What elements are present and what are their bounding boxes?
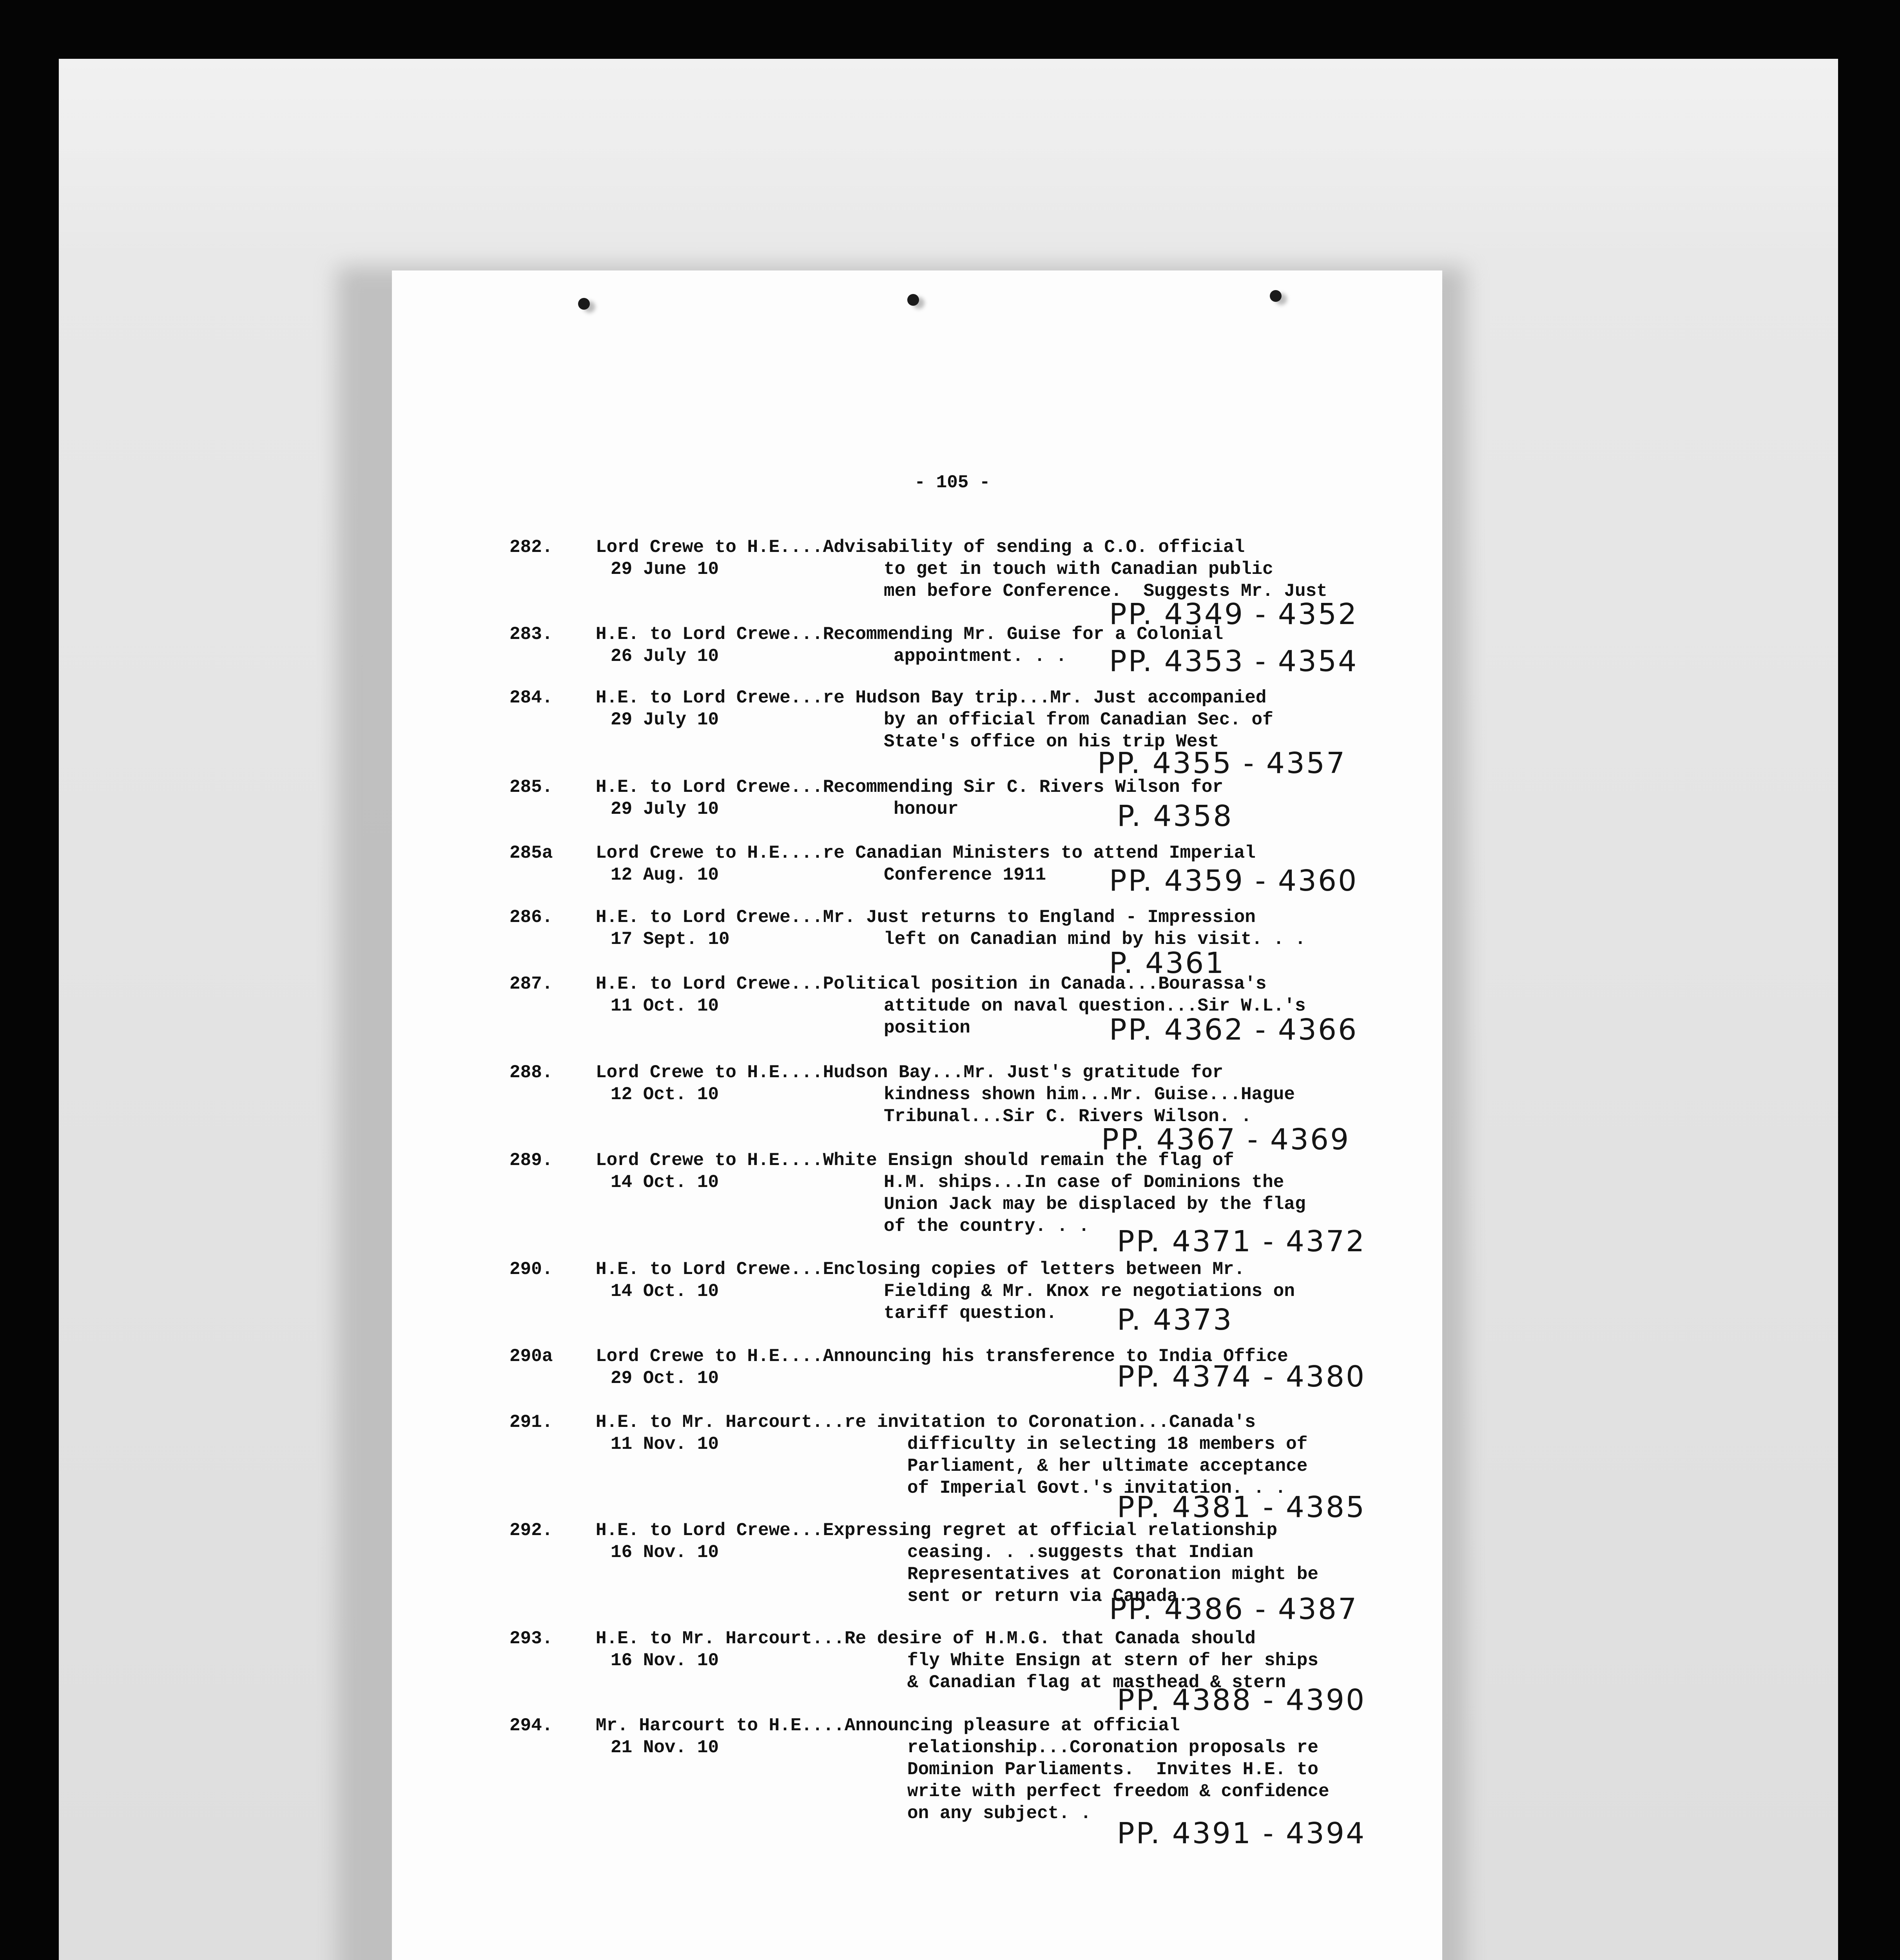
handwritten-page-reference: PP. 4391 - 4394 [1117, 1817, 1366, 1850]
entry-number: 290. [509, 1259, 553, 1279]
entry-description-line: ceasing. . .suggests that Indian [907, 1542, 1254, 1563]
entry-date: 26 July 10 [611, 646, 719, 666]
handwritten-page-reference: PP. 4388 - 4390 [1117, 1683, 1366, 1717]
entry-number: 286. [509, 907, 553, 927]
entry-date: 11 Oct. 10 [611, 996, 719, 1016]
entry-heading: Lord Crewe to H.E....White Ensign should remain the flag of [596, 1150, 1234, 1171]
entry-heading: H.E. to Lord Crewe...Recommending Sir C. Rivers Wilson for [596, 777, 1224, 797]
entry-description-line: State's office on his trip West [884, 731, 1219, 752]
punch-hole [578, 298, 590, 310]
entry-date: 29 June 10 [611, 559, 719, 579]
entry-number: 289. [509, 1150, 553, 1171]
entry-description-line: Parliament, & her ultimate acceptance [907, 1456, 1308, 1476]
entry-heading: Lord Crewe to H.E....re Canadian Ministers to attend Imperial [596, 843, 1256, 863]
entry-date: 29 July 10 [611, 799, 719, 819]
entry-date: 14 Oct. 10 [611, 1281, 719, 1301]
entry-number: 282. [509, 537, 553, 557]
handwritten-page-reference: PP. 4386 - 4387 [1109, 1592, 1358, 1626]
entry-description-line: Dominion Parliaments. Invites H.E. to [907, 1759, 1318, 1780]
entry-date: 12 Oct. 10 [611, 1084, 719, 1105]
entry-description-line: of Imperial Govt.'s invitation. . . [907, 1478, 1286, 1498]
entry-date: 29 Oct. 10 [611, 1368, 719, 1388]
entry-heading: H.E. to Lord Crewe...Enclosing copies of letters between Mr. [596, 1259, 1245, 1279]
entry-description-line: position [884, 1018, 970, 1038]
entry-description-line: & Canadian flag at masthead & stern [907, 1672, 1286, 1693]
entry-date: 17 Sept. 10 [611, 929, 730, 949]
entry-heading: H.E. to Lord Crewe...Mr. Just returns to England - Impression [596, 907, 1256, 927]
entry-number: 292. [509, 1520, 553, 1541]
entry-heading: Lord Crewe to H.E....Advisability of sending a C.O. official [596, 537, 1245, 557]
handwritten-page-reference: P. 4358 [1117, 799, 1233, 833]
entry-description-line: relationship...Coronation proposals re [907, 1737, 1318, 1758]
entry-description-line: Fielding & Mr. Knox re negotiations on [884, 1281, 1295, 1301]
handwritten-page-reference: P. 4373 [1117, 1303, 1233, 1337]
entry-heading: H.E. to Lord Crewe...Recommending Mr. Guise for a Colonial [596, 624, 1224, 644]
punch-hole [1270, 290, 1282, 302]
entry-heading: H.E. to Lord Crewe...Political position in Canada...Bourassa's [596, 974, 1267, 994]
entry-date: 16 Nov. 10 [611, 1542, 719, 1563]
handwritten-page-reference: PP. 4362 - 4366 [1109, 1013, 1358, 1047]
entry-description-line: of the country. . . [884, 1216, 1090, 1236]
entry-description-line: Tribunal...Sir C. Rivers Wilson. . [884, 1106, 1252, 1127]
handwritten-page-reference: PP. 4355 - 4357 [1097, 746, 1347, 780]
entry-date: 14 Oct. 10 [611, 1172, 719, 1192]
entry-description-line: attitude on naval question...Sir W.L.'s [884, 996, 1306, 1016]
entry-number: 283. [509, 624, 553, 644]
entry-date: 11 Nov. 10 [611, 1434, 719, 1454]
entry-description-line: tariff question. [884, 1303, 1057, 1323]
entry-number: 290a [509, 1346, 553, 1367]
entry-description-line: on any subject. . [907, 1803, 1091, 1824]
entry-number: 285. [509, 777, 553, 797]
handwritten-page-reference: PP. 4371 - 4372 [1117, 1225, 1366, 1258]
entry-number: 284. [509, 688, 553, 708]
punch-hole [907, 294, 919, 306]
entry-number: 287. [509, 974, 553, 994]
handwritten-page-reference: PP. 4353 - 4354 [1109, 644, 1358, 678]
entry-description-line: write with perfect freedom & confidence [907, 1781, 1329, 1802]
page-number: - 105 - [914, 472, 990, 493]
entry-description-line: appointment. . . [894, 646, 1067, 666]
entry-description-line: Union Jack may be displaced by the flag [884, 1194, 1306, 1214]
entry-number: 294. [509, 1715, 553, 1736]
entry-number: 285a [509, 843, 553, 863]
entry-heading: H.E. to Lord Crewe...Expressing regret at official relationship [596, 1520, 1278, 1541]
entry-description-line: by an official from Canadian Sec. of [884, 710, 1273, 730]
entry-heading: H.E. to Mr. Harcourt...Re desire of H.M.G. that Canada should [596, 1628, 1256, 1649]
handwritten-page-reference: PP. 4359 - 4360 [1109, 864, 1358, 898]
handwritten-page-reference: PP. 4367 - 4369 [1101, 1123, 1351, 1156]
entry-description-line: fly White Ensign at stern of her ships [907, 1650, 1318, 1671]
entry-heading: H.E. to Lord Crewe...re Hudson Bay trip...Mr. Just accompanied [596, 688, 1267, 708]
entry-heading: Lord Crewe to H.E....Announcing his transference to India Office [596, 1346, 1288, 1367]
entry-number: 291. [509, 1412, 553, 1432]
entry-heading: Mr. Harcourt to H.E....Announcing pleasure at official [596, 1715, 1180, 1736]
entry-description-line: Conference 1911 [884, 865, 1046, 885]
handwritten-page-reference: PP. 4349 - 4352 [1109, 597, 1358, 631]
entry-description-line: H.M. ships...In case of Dominions the [884, 1172, 1284, 1192]
entry-description-line: kindness shown him...Mr. Guise...Hague [884, 1084, 1295, 1105]
entry-description-line: difficulty in selecting 18 members of [907, 1434, 1308, 1454]
entry-date: 21 Nov. 10 [611, 1737, 719, 1758]
entry-description-line: honour [894, 799, 959, 819]
entry-description-line: men before Conference. Suggests Mr. Just [884, 581, 1327, 601]
entry-date: 16 Nov. 10 [611, 1650, 719, 1671]
entry-number: 293. [509, 1628, 553, 1649]
handwritten-page-reference: PP. 4374 - 4380 [1117, 1360, 1366, 1394]
entry-description-line: left on Canadian mind by his visit. . . [884, 929, 1306, 949]
entry-description-line: to get in touch with Canadian public [884, 559, 1273, 579]
entry-heading: H.E. to Mr. Harcourt...re invitation to Coronation...Canada's [596, 1412, 1256, 1432]
entry-number: 288. [509, 1062, 553, 1083]
entry-description-line: Representatives at Coronation might be [907, 1564, 1318, 1584]
entry-date: 12 Aug. 10 [611, 865, 719, 885]
handwritten-page-reference: PP. 4381 - 4385 [1117, 1490, 1366, 1524]
entry-description-line: sent or return via Canada. [907, 1586, 1189, 1606]
handwritten-page-reference: P. 4361 [1109, 946, 1226, 980]
entry-heading: Lord Crewe to H.E....Hudson Bay...Mr. Just's gratitude for [596, 1062, 1224, 1083]
entry-date: 29 July 10 [611, 710, 719, 730]
